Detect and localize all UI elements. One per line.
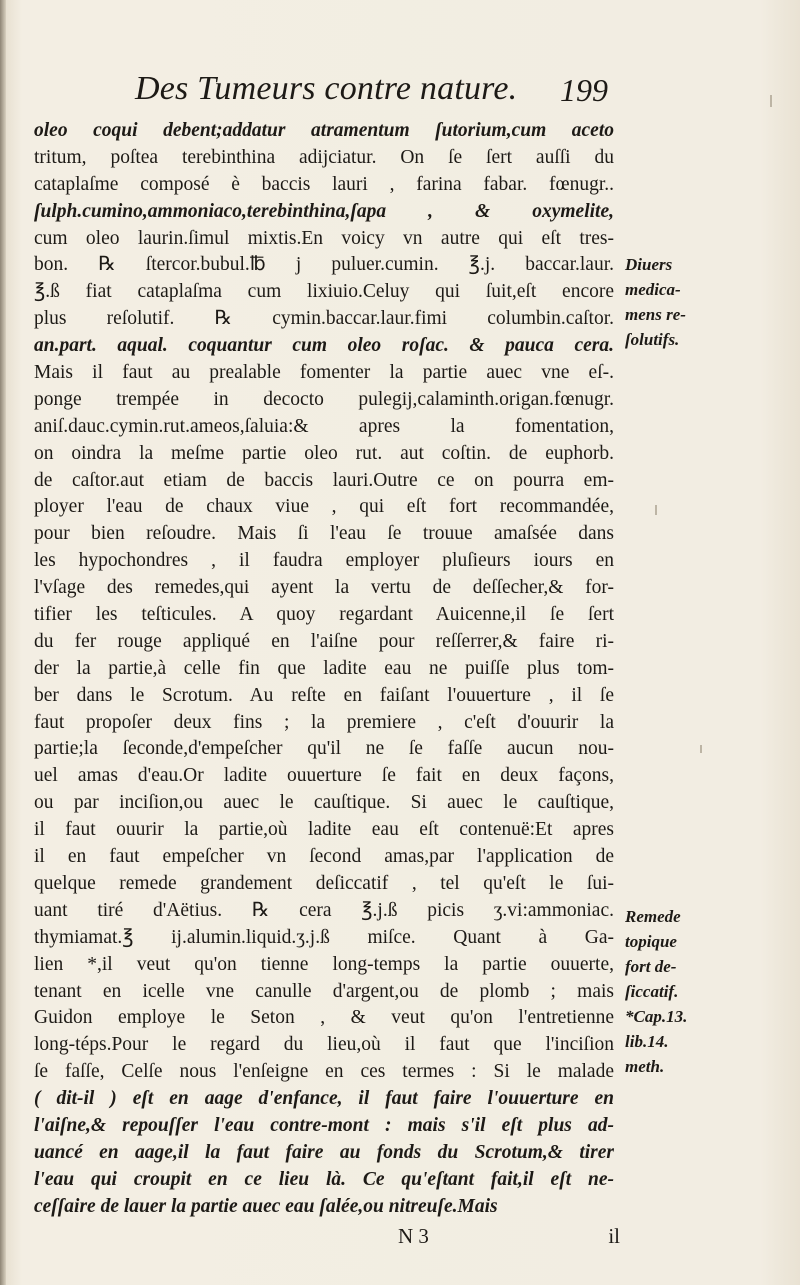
page-header [130, 70, 610, 114]
text-line: tenant en icelle vne canulle d'argent,ou de plomb ; mais [34, 980, 614, 1002]
text-line: partie;la ſeconde,d'empeſcher qu'il ne ſe faſſe aucun nou- [34, 738, 614, 760]
text-line: uel amas d'eau.Or ladite ouuerture ſe fait en deux façons, [34, 765, 614, 787]
text-line: quelque remede grandement deſiccatif , tel qu'eſt le ſui- [34, 872, 614, 894]
margin-note-line: Diuers [625, 255, 673, 274]
text-line: ponge trempée in decocto pulegij,calaminth.origan.fœnugr. [34, 388, 614, 410]
body-text [34, 118, 614, 1221]
text-line: der la partie,à celle fin que ladite eau ne puiſſe plus tom- [34, 657, 614, 679]
text-line: il faut ouurir la partie,où ladite eau eſt contenuë:Et apres [34, 819, 614, 841]
text-line: ber dans le Scrotum. Au reſte en faiſant l'ouuerture , il ſe [34, 684, 614, 706]
text-line: ou par inciſion,ou auec le cauſtique. Si auec le cauſtique, [34, 792, 614, 814]
text-line: ℥.ß fiat cataplaſma cum lixiuio.Celuy qui ſuit,eſt encore [34, 281, 614, 303]
text-line: l'eau qui croupit en ce lieu là. Ce qu'eſtant fait,il eſt ne- [34, 1168, 614, 1190]
text-line: uant tiré d'Aëtius. ℞ cera ℥.j.ß picis ʒ.vi:ammoniac. [34, 899, 614, 921]
text-line: il en faut empeſcher vn ſecond amas,par l'application de [34, 846, 614, 868]
text-line: tifier les teſticules. A quoy regardant Auicenne,il ſe ſert [34, 604, 614, 626]
text-line: on oindra la meſme partie oleo rut. aut coſtin. de euphorb. [34, 442, 614, 464]
text-line: an.part. aqual. coquantur cum oleo roſac. & pauca cera. [34, 335, 614, 357]
margin-note-line: *Cap.13. [625, 1007, 688, 1026]
text-line: ſe faſſe, Celſe nous l'enſeigne en ces termes : Si le malade [34, 1061, 614, 1083]
text-line: ceſſaire de lauer la partie auec eau ſalée,ou nitreuſe.Mais [34, 1195, 498, 1217]
text-line: uancé en aage,il la faut faire au fonds du Scrotum,& tirer [34, 1141, 614, 1163]
margin-note-line: ſiccatif. [625, 982, 679, 1001]
margin-note-line: Remede [625, 907, 681, 926]
text-line: oleo coqui debent;addatur atramentum ſutorium,cum aceto [34, 120, 614, 141]
text-line: thymiamat.℥ ij.alumin.liquid.ʒ.j.ß miſce. Quant à Ga- [34, 926, 614, 948]
page-binding-edge [0, 0, 6, 1285]
text-line: cataplaſme composé è baccis lauri , farina fabar. fœnugr.. [34, 173, 614, 195]
text-line: bon. ℞ ſtercor.bubul.℔ j puluer.cumin. ℥.j. baccar.laur. [34, 254, 614, 276]
text-line: cum oleo laurin.ſimul mixtis.En voicy vn autre qui eſt tres- [34, 227, 614, 249]
text-line: les hypochondres , il faudra employer pluſieurs iours en [34, 550, 614, 572]
margin-note-line: ſolutifs. [625, 330, 680, 349]
text-line: long-téps.Pour le regard du lieu,où il faut que l'inciſion [34, 1034, 614, 1056]
margin-note-line: lib.14. [625, 1032, 669, 1051]
paper-speck [700, 745, 702, 753]
margin-note-remede [625, 904, 775, 1079]
text-line: tritum, poſtea terebinthina adijciatur. On ſe ſert auſſi du [34, 146, 614, 168]
text-line: lien *,il veut qu'on tienne long-temps la partie ouuerte, [34, 953, 614, 975]
page-number: 199 [560, 72, 608, 108]
text-line: faut propoſer deux fins ; la premiere , c'eſt d'ouurir la [34, 711, 614, 733]
text-line: plus reſolutif. ℞ cymin.baccar.laur.fimi columbin.caſtor. [34, 308, 614, 330]
text-line: l'vſage des remedes,qui ayent la vertu de deſſecher,& for- [34, 577, 614, 599]
text-line: l'aiſne,& repouſſer l'eau contre-mont : mais s'il eſt plus ad- [34, 1114, 614, 1136]
text-line: du fer rouge appliqué en l'aiſne pour reſſerrer,& faire ri- [34, 630, 614, 652]
catchword: il [608, 1224, 620, 1248]
text-line: ( dit-il ) eſt en aage d'enfance, il faut faire l'ouuerture en [34, 1088, 614, 1110]
margin-note-line: mens re- [625, 305, 686, 324]
margin-note-resolutifs [625, 252, 775, 352]
text-line: Mais il faut au prealable fomenter la partie auec vne eſ-. [34, 362, 614, 384]
running-title: Des Tumeurs contre nature. [135, 70, 518, 107]
page-footer [380, 1224, 620, 1254]
text-line: ployer l'eau de chaux viue , qui eſt fort recommandée, [34, 496, 614, 518]
text-line: aniſ.dauc.cymin.rut.ameos,ſaluia:& apres la fomentation, [34, 415, 614, 437]
margin-note-line: topique [625, 932, 677, 951]
signature-mark: N 3 [398, 1224, 429, 1248]
text-line: de caſtor.aut etiam de baccis lauri.Outre ce on pourra em- [34, 469, 614, 491]
paper-speck [655, 505, 657, 515]
paper-speck [770, 95, 772, 107]
text-line: Guidon employe le Seton , & veut qu'on l'entretienne [34, 1007, 614, 1029]
margin-note-line: medica- [625, 280, 681, 299]
margin-note-line: meth. [625, 1057, 665, 1076]
margin-note-line: fort de- [625, 957, 677, 976]
text-line: pour bien reſoudre. Mais ſi l'eau ſe trouue amaſsée dans [34, 523, 614, 545]
text-line: ſulph.cumino,ammoniaco,terebinthina,ſapa , & oxymelite, [34, 200, 614, 222]
